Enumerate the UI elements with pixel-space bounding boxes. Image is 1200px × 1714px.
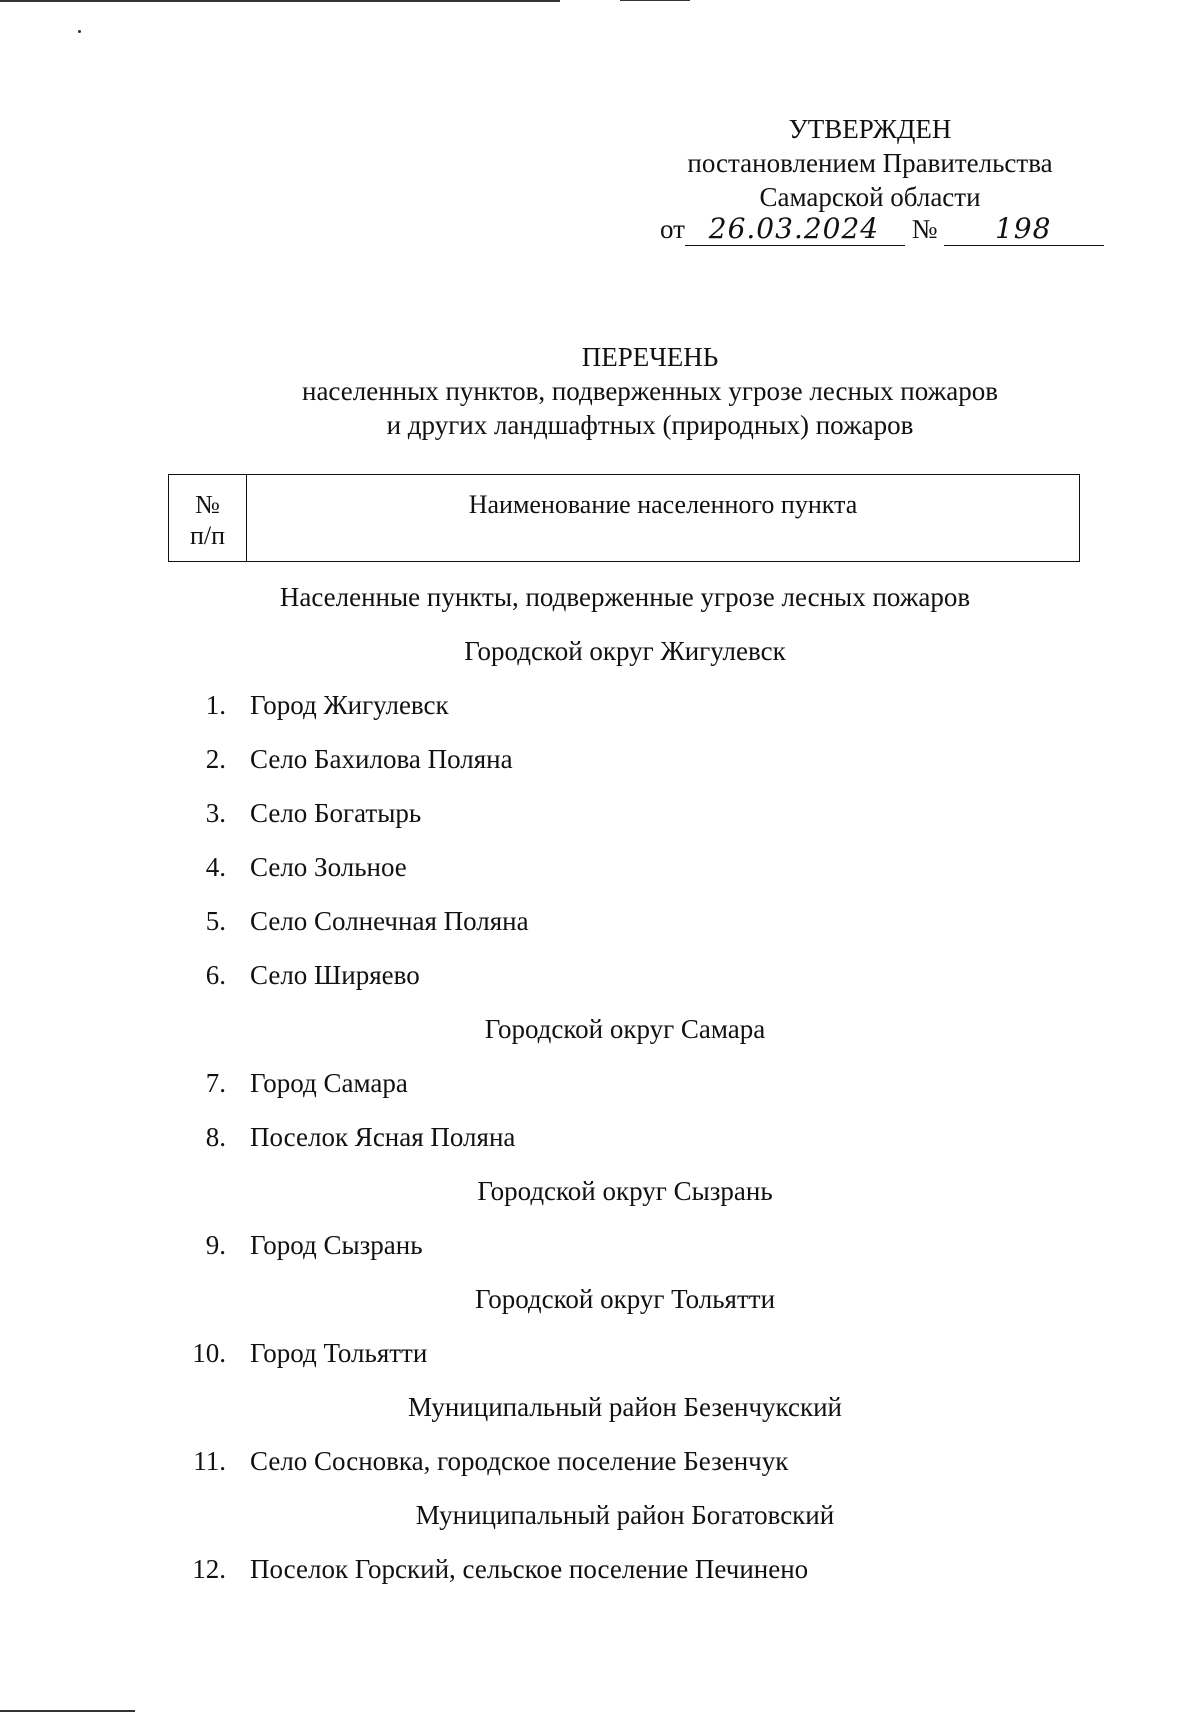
number-sign: № <box>911 214 938 244</box>
section-heading: Муниципальный район Богатовский <box>415 1500 835 1530</box>
section-heading: Муниципальный район Безенчукский <box>408 1392 842 1422</box>
title-heading: ПЕРЕЧЕНЬ <box>581 342 719 372</box>
header-no-sign: № <box>195 490 220 519</box>
list-item <box>0 1056 1200 1110</box>
item-number: 10. <box>192 1338 226 1368</box>
item-name: Поселок Горский, сельское поселение Печинено <box>250 1554 809 1584</box>
document-title <box>0 340 1200 442</box>
item-number: 7. <box>205 1068 226 1098</box>
section-heading: Городской округ Тольятти <box>474 1284 776 1314</box>
item-number: 2. <box>205 744 226 774</box>
list-item <box>0 1542 1200 1596</box>
scan-edge-top-left <box>0 0 560 2</box>
list-item <box>0 948 1200 1002</box>
scan-edge-bottom-left <box>0 1710 135 1712</box>
table-header-number <box>169 475 247 561</box>
handwritten-number: 198 <box>944 212 1104 246</box>
approval-status: УТВЕРЖДЕН <box>788 114 952 144</box>
scan-dot <box>78 30 81 33</box>
list-item <box>0 732 1200 786</box>
item-name: Город Сызрань <box>250 1230 423 1260</box>
item-number: 11. <box>193 1446 226 1476</box>
item-name: Город Тольятти <box>250 1338 428 1368</box>
item-name: Село Зольное <box>250 852 407 882</box>
title-line-3: и других ландшафтных (природных) пожаров <box>386 410 914 440</box>
item-number: 8. <box>205 1122 226 1152</box>
item-name: Село Бахилова Поляна <box>250 744 513 774</box>
header-no-abbr: п/п <box>189 521 226 550</box>
approval-line-2: постановлением Правительства <box>687 148 1053 178</box>
list-item <box>0 1218 1200 1272</box>
item-number: 6. <box>205 960 226 990</box>
item-number: 5. <box>205 906 226 936</box>
settlement-list <box>0 570 1200 1596</box>
item-number: 4. <box>205 852 226 882</box>
approval-date-row <box>660 212 1104 246</box>
item-number: 1. <box>205 690 226 720</box>
item-name: Село Солнечная Поляна <box>250 906 529 936</box>
handwritten-date: 26.03.2024 <box>685 212 905 246</box>
item-name: Город Жигулевск <box>250 690 449 720</box>
scan-edge-top-mid <box>620 0 690 1</box>
list-item <box>0 894 1200 948</box>
item-number: 9. <box>205 1230 226 1260</box>
section-heading: Городской округ Сызрань <box>477 1176 773 1206</box>
item-name: Город Самара <box>250 1068 408 1098</box>
approval-block <box>650 112 1090 214</box>
item-name: Село Ширяево <box>250 960 420 990</box>
section-heading: Населенные пункты, подверженные угрозе лесных пожаров <box>279 582 971 612</box>
list-item <box>0 786 1200 840</box>
item-name: Поселок Ясная Поляна <box>250 1122 516 1152</box>
list-item <box>0 840 1200 894</box>
item-number: 3. <box>205 798 226 828</box>
table-header <box>168 474 1080 562</box>
item-name: Село Сосновка, городское поселение Безенчук <box>250 1446 789 1476</box>
title-line-2: населенных пунктов, подверженных угрозе лесных пожаров <box>302 376 998 406</box>
section-heading: Городской округ Жигулевск <box>464 636 786 666</box>
section-heading: Городской округ Самара <box>484 1014 766 1044</box>
list-item <box>0 1434 1200 1488</box>
approval-line-3: Самарской области <box>759 182 981 212</box>
item-name: Село Богатырь <box>250 798 422 828</box>
list-item <box>0 1326 1200 1380</box>
date-prefix: от <box>660 214 685 244</box>
table-header-name: Наименование населенного пункта <box>468 490 858 519</box>
item-number: 12. <box>192 1554 226 1584</box>
list-item <box>0 678 1200 732</box>
list-item <box>0 1110 1200 1164</box>
